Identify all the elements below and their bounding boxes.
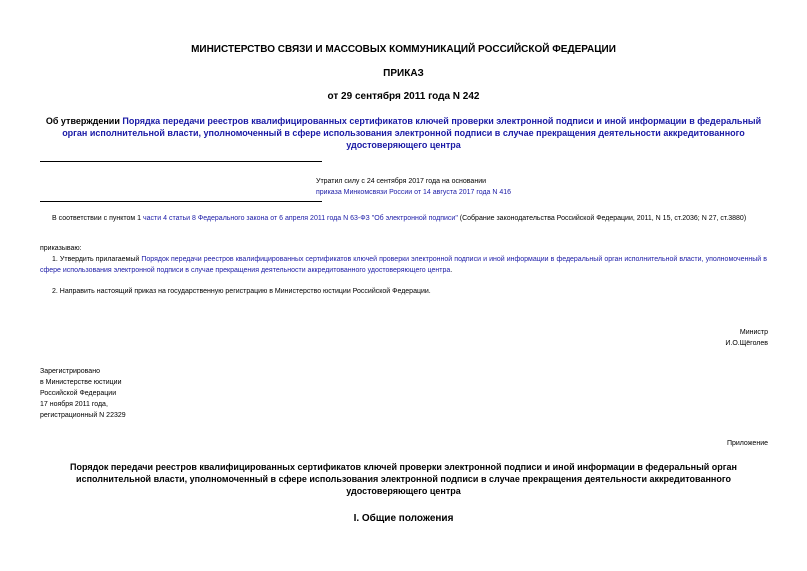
signature-title: Министр [739, 329, 768, 336]
basis-suffix: (Собрание законодательства Российской Федерации, 2011, N 15, ст.2036; N 27, ст.3880) [457, 215, 747, 222]
date-number: от 29 сентября 2011 года N 242 [327, 91, 480, 102]
appendix-label: Приложение [726, 440, 768, 447]
registration-line: Зарегистрировано [40, 368, 100, 375]
status-note-link[interactable]: приказа Минкомсвязи России от 14 августа 2017 года N 416 [316, 189, 512, 196]
section-heading: I. Общие положения [353, 513, 454, 524]
ministry-heading: МИНИСТЕРСТВО СВЯЗИ И МАССОВЫХ КОММУНИКАЦИЙ РОССИЙСКОЙ ФЕДЕРАЦИИ [191, 44, 616, 55]
subject-link[interactable]: Порядка передачи реестров квалифицированных сертификатов ключей проверки электронной подписи и иной информации в федеральный орган исполнительной власти, уполномоченный в сфере использования электронной подписи в случае прекращения деятельности аккредитованного удостоверяющего центра [62, 116, 762, 150]
item-1-suffix: . [450, 267, 453, 274]
item-1 [40, 254, 767, 276]
orders-line: приказываю: [40, 245, 82, 252]
item-1-prefix: 1. Утвердить прилагаемый [52, 256, 142, 263]
doc-type-heading: ПРИКАЗ [383, 68, 424, 79]
item-2: 2. Направить настоящий приказ на государственную регистрацию в Министерство юстиции Российской Федерации. [52, 288, 431, 295]
paragraph-basis [40, 213, 767, 224]
basis-law-link[interactable]: части 4 статьи 8 Федерального закона от 6 апреля 2011 года N 63-ФЗ "Об электронной подписи" [143, 215, 458, 222]
registration-line: в Министерстве юстиции [40, 379, 122, 386]
subject-prefix: Об утверждении [45, 116, 123, 126]
signature-name: И.О.Щёголев [725, 340, 768, 347]
status-note-line1: Утратил силу с 24 сентября 2017 года на основании [316, 178, 487, 185]
basis-prefix: В соответствии с пунктом 1 [52, 215, 144, 222]
item-1-link[interactable]: Порядок передачи реестров квалифицированных сертификатов ключей проверки электронной подписи и иной информации в федеральный орган исполнительной власти, уполномоченный в сфере использования электронной подписи в случае прекращения деятельности аккредитованного удостоверяющего центра [40, 256, 767, 274]
subject-title [40, 115, 767, 151]
divider-top [40, 161, 322, 162]
registration-line: регистрационный N 22329 [40, 412, 126, 419]
registration-line: 17 ноября 2011 года, [40, 401, 108, 408]
divider-bottom [40, 201, 322, 202]
appendix-title: Порядок передачи реестров квалифицированных сертификатов ключей проверки электронной подписи и иной информации в федеральный орган исполнительной власти, уполномоченный в сфере использования электронной подписи в случае прекращения деятельности аккредитованного удостоверяющего центра [70, 462, 737, 496]
registration-block [40, 366, 126, 421]
registration-line: Российской Федерации [40, 390, 117, 397]
status-note [316, 176, 616, 198]
